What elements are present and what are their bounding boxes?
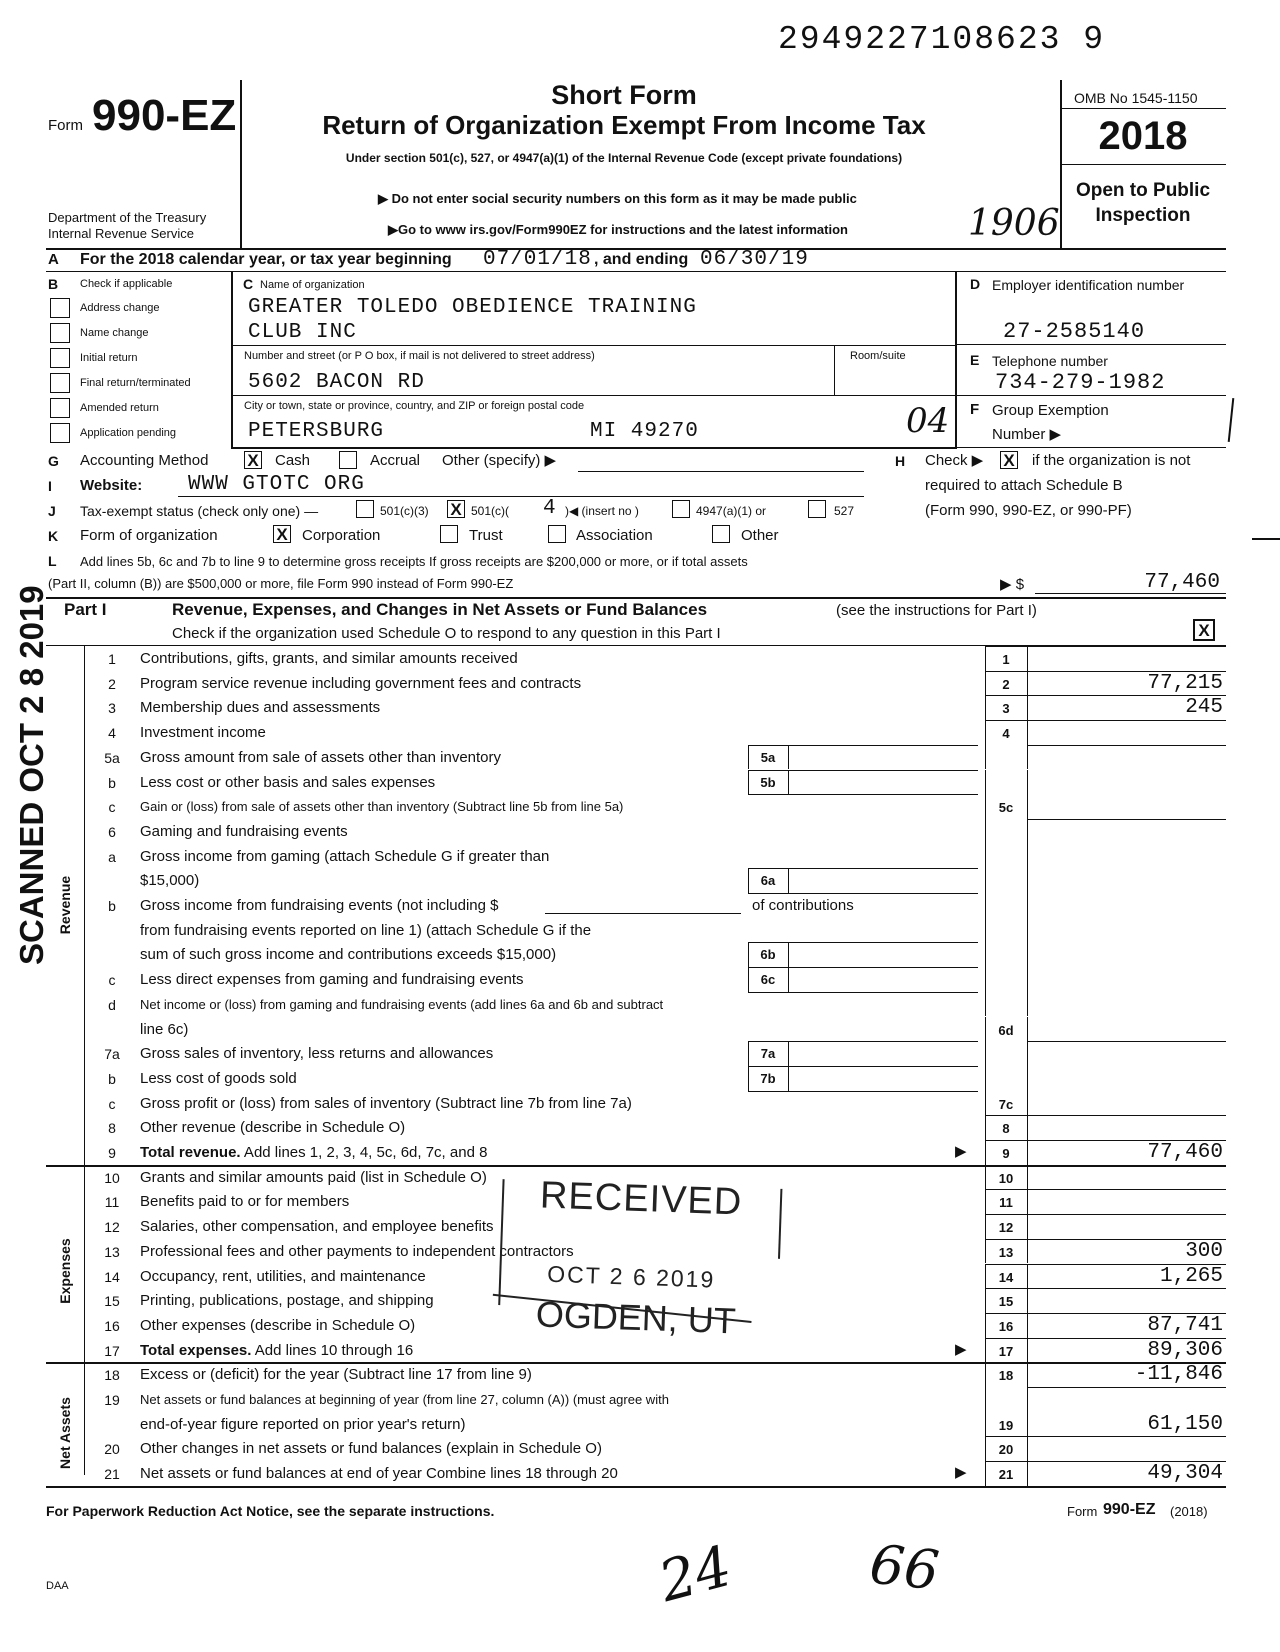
line-amount[interactable]: 87,741 [1147,1313,1223,1337]
line-box-label: 3 [1002,701,1010,717]
line-description: Excess or (deficit) for the year (Subtract line 17 from line 9) [140,1366,532,1384]
501c-insert-label: )◀ (insert no ) [565,504,639,518]
right-col-border [1027,720,1028,745]
org-name-line1: GREATER TOLEDO OBEDIENCE TRAINING [248,296,697,319]
line-box-label: 6d [998,1022,1014,1038]
line-box-label: 7c [998,1096,1014,1112]
sub-box-border [748,745,749,770]
right-col-border [1027,844,1028,869]
footer-form-number: 990-EZ [1103,1501,1156,1518]
expenses-divider [46,1362,1226,1364]
trust-label: Trust [469,527,503,544]
line-description: Net assets or fund balances at beginning of year (from line 27, column (A)) (must agree with [140,1392,669,1407]
handwritten-24: 24 [652,1533,739,1616]
line-description: Gain or (loss) from sale of assets other than inventory (Subtract line 5b from line 5a) [140,799,624,815]
row-l-line1: Add lines 5b, 6c and 7b to line 9 to determine gross receipts If gross receipts are $200,000 or more, or if total assets [80,554,748,569]
section-b-label: B [48,276,59,292]
line-number: 14 [104,1268,120,1285]
shaded-box [986,844,1027,869]
sub-box-border [748,794,978,795]
501c3-label: 501(c)(3) [380,504,429,518]
501c-checkbox[interactable]: X [447,500,465,518]
sub-value-field[interactable] [789,1042,977,1065]
checkbox-application-pending[interactable] [50,423,70,443]
handwritten-04: 04 [906,401,950,441]
line-amount[interactable]: 89,306 [1147,1338,1223,1362]
line-number: 16 [104,1317,120,1334]
section-d-text: Employer identification number [992,277,1185,293]
line-description: Contributions, gifts, grants, and similar amounts received [140,650,518,667]
checkbox-name-change[interactable] [50,323,70,343]
line-number: 3 [108,700,116,717]
section-b-heading: Check if applicable [80,278,173,290]
right-col-border [1027,1091,1028,1116]
right-col-border [1027,770,1028,795]
website: WWW GTOTC ORG [188,473,365,496]
line-box-label: 21 [998,1467,1014,1483]
right-col-border [1027,1066,1028,1091]
line-amount[interactable]: 61,150 [1147,1412,1223,1436]
row-h-text3: required to attach Schedule B [925,477,1123,494]
527-label: 527 [834,504,855,518]
line-description: Benefits paid to or for members [140,1193,350,1211]
open-public-1: Open to Public [1075,180,1211,201]
received-stamp-title: RECEIVED [539,1174,743,1224]
expenses-side-label: Expenses [57,1238,73,1304]
line-number: 17 [104,1342,120,1359]
title-main: Return of Organization Exempt From Income Tax [322,110,926,140]
right-col-border [1027,992,1028,1017]
part1-bottom [46,1486,1226,1488]
line-description: Other changes in net assets or fund balances (explain in Schedule O) [140,1440,602,1458]
line-number: b [108,898,116,914]
checkbox-label: Initial return [80,352,138,364]
line-box-label: 10 [998,1170,1014,1186]
ein: 27-2585140 [1003,319,1146,344]
schedule-o-checkbox[interactable]: X [1193,619,1215,641]
right-col-border [1027,893,1028,918]
scanned-stamp: SCANNED OCT 2 8 2019 [13,585,50,965]
row-i-text: Website: [80,477,143,494]
line-box-label: 1 [1002,652,1010,667]
sub-value-field[interactable] [789,968,977,991]
line-description: Less cost or other basis and sales expenses [140,773,436,791]
checkbox-label: Name change [80,327,149,339]
line-box-label: 12 [998,1220,1014,1236]
row-h-label: H [895,453,906,469]
right-col-border [1027,967,1028,992]
checkbox-initial-return[interactable] [50,348,70,368]
sub-box-border [748,1041,749,1066]
line-box-label: 13 [998,1244,1014,1260]
right-col-border [1027,1387,1028,1412]
checkbox-address-change[interactable] [50,298,70,318]
box-border [985,1436,1226,1437]
line-box-label: 11 [999,1195,1013,1211]
shaded-box [986,1066,1027,1091]
right-col-border [1027,1214,1028,1239]
sub-box-border [748,868,749,893]
cash-label: Cash [275,452,311,469]
line-number: 1 [108,651,116,667]
shaded-box [986,992,1027,1017]
line-description: sum of such gross income and contributions exceeds $15,000) [140,946,557,964]
4947-label: 4947(a)(1) or [696,504,767,518]
dept-line2: Internal Revenue Service [48,226,194,241]
section-f-label: F [970,401,980,418]
line-amount[interactable]: 77,460 [1147,1141,1223,1164]
street-label: Number and street (or P O box, if mail is not delivered to street address) [244,350,595,362]
form-prefix: Form [48,117,83,134]
line-description: Program service revenue including government fees and contracts [140,674,582,692]
line-number: 6 [108,823,116,840]
checkbox-label: Amended return [80,402,159,414]
line-description: Occupancy, rent, utilities, and maintenance [140,1267,426,1285]
row-l-line2: (Part II, column (B)) are $500,000 or more, file Form 990 instead of Form 990-EZ [48,576,514,591]
open-public-2: Inspection [1095,205,1191,226]
part1-title: Revenue, Expenses, and Changes in Net Assets or Fund Balances [172,600,708,619]
sub-box-label: 5b [760,774,776,790]
sub-box-label: 7a [760,1046,776,1062]
shaded-box [986,942,1027,967]
right-col-border [1027,942,1028,967]
sub-box-label: 6b [760,947,776,963]
schedule-b-checkbox[interactable]: X [1000,451,1018,469]
sub-value-field[interactable] [789,869,977,892]
shaded-box [986,819,1027,844]
right-col-border [1027,1017,1028,1042]
line-description: Net income or (loss) from gaming and fundraising events (add lines 6a and 6b and subtract [140,996,664,1012]
line-description: Other revenue (describe in Schedule O) [140,1119,406,1137]
row-g-label: G [48,453,59,469]
line-number: 9 [108,1145,116,1161]
shaded-box [986,868,1027,893]
line-box-label: 8 [1002,1121,1010,1137]
line-box-label: 15 [998,1294,1014,1310]
line-description: Investment income [140,724,266,742]
notice-goto: ▶Go to www irs.gov/Form990EZ for instructions and the latest information [388,222,848,237]
sub-box-border [748,942,749,967]
right-col-border [1027,819,1028,844]
line-number: 8 [108,1120,116,1137]
line-description: Gross income from fundraising events (not including $ [140,897,499,914]
501c3-checkbox[interactable] [356,500,374,518]
row-i-label: I [48,478,52,494]
section-f-text1: Group Exemption [992,402,1109,419]
accrual-checkbox[interactable] [339,451,357,469]
omb-number: OMB No 1545-1150 [1074,90,1198,106]
line-amount[interactable]: 49,304 [1147,1462,1223,1486]
sub-value-field[interactable] [789,771,977,794]
net-assets-side-label: Net Assets [57,1397,73,1469]
arrow-icon: ▶ [955,1340,967,1358]
line-number: 12 [104,1219,120,1236]
fundraising-underline [545,913,741,914]
checkbox-label: Final return/terminated [80,377,191,389]
edge-mark [1252,538,1280,540]
line-number: b [108,1070,116,1087]
sub-value-field[interactable] [789,1067,977,1090]
cash-checkbox[interactable]: X [244,451,262,469]
part1-label: Part I [64,600,107,619]
footer-left: For Paperwork Reduction Act Notice, see the separate instructions. [46,1503,495,1519]
tax-year-begin: 07/01/18 [483,248,592,271]
shaded-box [986,893,1027,918]
line-number: c [108,799,116,816]
shaded-box [986,918,1027,943]
row-g-text: Accounting Method [80,452,209,469]
line-number: 4 [108,725,116,742]
row-k-text: Form of organization [80,527,218,544]
line-tail: of contributions [752,897,854,914]
line-number: 2 [108,675,116,692]
edge-mark [1228,398,1235,442]
line-number: 15 [104,1293,120,1310]
line-description: Professional fees and other payments to independent contractors [140,1242,574,1260]
line-amount[interactable]: 245 [1185,696,1223,720]
line-description: Grants and similar amounts paid (list in Schedule O) [140,1168,487,1186]
shaded-box [986,967,1027,992]
street-address: 5602 BACON RD [248,371,425,394]
line-number: c [108,972,116,989]
received-stamp-city: OGDEN, UT [535,1293,737,1342]
box-border [985,720,1226,721]
association-label: Association [576,527,653,544]
row-l-arrow: ▶ $ [1000,576,1025,593]
line-box-label: 20 [998,1442,1014,1458]
line-number: 21 [104,1466,120,1483]
line-description: Gross profit or (loss) from sales of inventory (Subtract line 7b from line 7a) [140,1094,632,1112]
row-j-label: J [48,503,56,519]
right-col-border [1027,1041,1028,1066]
right-col-border [1027,1189,1028,1214]
daa-label: DAA [46,1580,69,1592]
section-e-label: E [970,352,980,368]
received-stamp [497,1165,785,1347]
line-amount[interactable]: 77,215 [1147,671,1223,695]
sub-value-field[interactable] [789,746,977,769]
sub-box-border [748,1066,749,1091]
notice-ssn: ▶ Do not enter social security numbers on this form as it may be made public [378,191,857,206]
dln-number: 2949227108623 9 [778,21,1106,58]
sub-box-label: 6a [760,873,776,889]
section-d-label: D [970,276,981,292]
row-a-text: For the 2018 calendar year, or tax year beginning [80,251,452,268]
line-description: $15,000) [140,872,200,890]
line-box-label: 16 [998,1318,1014,1334]
line-number: 7a [104,1046,120,1063]
accrual-label: Accrual [370,452,421,469]
line-description: Gaming and fundraising events [140,822,348,840]
sub-box-label: 7b [760,1070,776,1086]
501c-insert-number: 4 [543,497,557,520]
trust-checkbox[interactable] [440,525,458,543]
footer-form-year: (2018) [1170,1504,1208,1519]
line-description: Gross sales of inventory, less returns and allowances [140,1045,494,1063]
box-border [985,1288,1226,1289]
sub-box-border [748,893,978,894]
line-box-label: 9 [1002,1146,1010,1161]
line-amount[interactable]: -11,846 [1134,1363,1223,1387]
row-j-text: Tax-exempt status (check only one) — [80,503,319,519]
shaded-box [986,1387,1027,1412]
line-description: Other expenses (describe in Schedule O) [140,1316,416,1334]
right-col-border [1027,918,1028,943]
line-number: 5a [104,749,120,766]
row-a-mid: , and ending [594,251,689,268]
received-stamp-date: OCT 2 6 2019 [546,1260,716,1293]
4947-checkbox[interactable] [672,500,690,518]
arrow-icon: ▶ [955,1143,967,1160]
room-label: Room/suite [850,350,906,362]
sub-box-border [748,770,749,795]
handwritten-code: 1906 [968,203,1060,244]
row-h-text4: (Form 990, 990-EZ, or 990-PF) [925,502,1132,519]
line-description: Less direct expenses from gaming and fundraising events [140,971,524,989]
corporation-label: Corporation [302,527,381,544]
section-c-label: C [243,276,254,292]
box-border [985,1115,1226,1116]
title-short: Short Form [551,80,697,110]
line-number: 18 [104,1367,120,1384]
row-a-label: A [48,251,59,268]
city: PETERSBURG [248,420,385,443]
line-description: line 6c) [140,1020,189,1038]
right-col-border [1027,745,1028,770]
row-l-label: L [48,553,57,569]
corporation-checkbox[interactable]: X [273,525,291,543]
box-border [985,646,1226,647]
telephone: 734-279-1982 [995,370,1166,395]
line-description: Total expenses. Add lines 10 through 16 [140,1341,414,1359]
line-number: b [108,774,116,791]
line-box-label: 17 [998,1343,1014,1359]
section-f-text2: Number ▶ [992,426,1062,443]
form-number: 990-EZ [92,91,237,140]
state-zip: MI 49270 [590,420,699,443]
gross-receipts: 77,460 [1144,571,1220,594]
footer-form-prefix: Form [1067,1504,1098,1519]
right-col-border [1027,868,1028,893]
line-description: end-of-year figure reported on prior year's return) [140,1415,466,1433]
line-description: from fundraising events reported on line 1) (attach Schedule G if the [140,921,592,939]
subtitle: Under section 501(c), 527, or 4947(a)(1) of the Internal Revenue Code (except private foundations) [345,151,903,165]
line-description: Membership dues and assessments [140,699,381,717]
line-box-label: 14 [998,1269,1014,1285]
line-number: 20 [104,1441,120,1458]
right-col-border [1027,794,1028,819]
org-name-label: Name of organization [260,279,365,291]
line-description: Less cost of goods sold [140,1069,297,1087]
section-e-text: Telephone number [992,353,1108,369]
line-amount[interactable]: 1,265 [1159,1264,1223,1288]
line-description: Gross income from gaming (attach Schedule G if greater than [140,847,550,865]
row-h-text: Check ▶ [925,452,984,469]
line-number: 13 [104,1243,120,1260]
part1-check-text: Check if the organization used Schedule O to respond to any question in this Part I [172,625,721,642]
checkbox-label: Application pending [80,427,177,439]
right-col-border [1027,1288,1028,1313]
line-number: d [108,996,116,1013]
revenue-divider [46,1165,1226,1167]
line-box-label: 19 [998,1417,1014,1433]
line-description: Salaries, other compensation, and employee benefits [140,1218,494,1236]
line-number: 11 [104,1194,120,1211]
shaded-box [986,745,1027,770]
tax-year-end: 06/30/19 [700,248,809,271]
other-org-checkbox[interactable] [712,525,730,543]
box-border [985,1214,1226,1215]
line-number: c [108,1095,116,1112]
shaded-box [986,1041,1027,1066]
line-box-label: 2 [1002,676,1010,692]
right-col-border [1027,1115,1028,1140]
other-org-label: Other [741,527,779,544]
line-number: 10 [104,1169,120,1186]
line-amount[interactable]: 300 [1185,1239,1223,1263]
city-label: City or town, state or province, country, and ZIP or foreign postal code [244,400,585,412]
line-description: Printing, publications, postage, and shipping [140,1292,434,1310]
association-checkbox[interactable] [548,525,566,543]
sub-box-border [748,1091,978,1092]
501c-label: 501(c)( [471,504,510,518]
sub-box-border [748,992,978,993]
arrow-icon: ▶ [955,1464,967,1482]
line-description: Total revenue. Add lines 1, 2, 3, 4, 5c, 6d, 7c, and 8 [140,1144,488,1161]
part1-title-suffix: (see the instructions for Part I) [836,602,1037,619]
checkbox-final-return-terminated[interactable] [50,373,70,393]
line-box-label: 4 [1002,726,1010,742]
line-number: 19 [104,1392,120,1408]
right-col-border [1027,1165,1028,1190]
right-col-border [1027,1436,1028,1461]
527-checkbox[interactable] [808,500,826,518]
box-border [985,1189,1226,1190]
row-h-text2: if the organization is not [1032,452,1191,469]
other-method-label: Other (specify) ▶ [442,452,557,469]
sub-box-border [748,967,749,992]
dept-line1: Department of the Treasury [48,210,207,225]
line-box-label: 5c [998,800,1014,816]
revenue-side-label: Revenue [57,875,73,935]
line-description: Gross amount from sale of assets other than inventory [140,748,502,766]
checkbox-amended-return[interactable] [50,398,70,418]
right-col-border [1027,646,1028,671]
line-number: a [108,848,116,865]
line-description: Net assets or fund balances at end of year Combine lines 18 through 20 [140,1465,618,1483]
sub-box-label: 5a [760,749,776,765]
line-box-label: 18 [998,1368,1014,1384]
org-name-line2: CLUB INC [248,321,357,344]
shaded-box [986,770,1027,795]
row-k-label: K [48,528,59,544]
tax-year: 2018 [1098,114,1188,158]
checkbox-label: Address change [80,302,160,314]
sub-box-label: 6c [760,972,776,988]
handwritten-66: 66 [866,1532,942,1603]
sub-value-field[interactable] [789,943,977,966]
